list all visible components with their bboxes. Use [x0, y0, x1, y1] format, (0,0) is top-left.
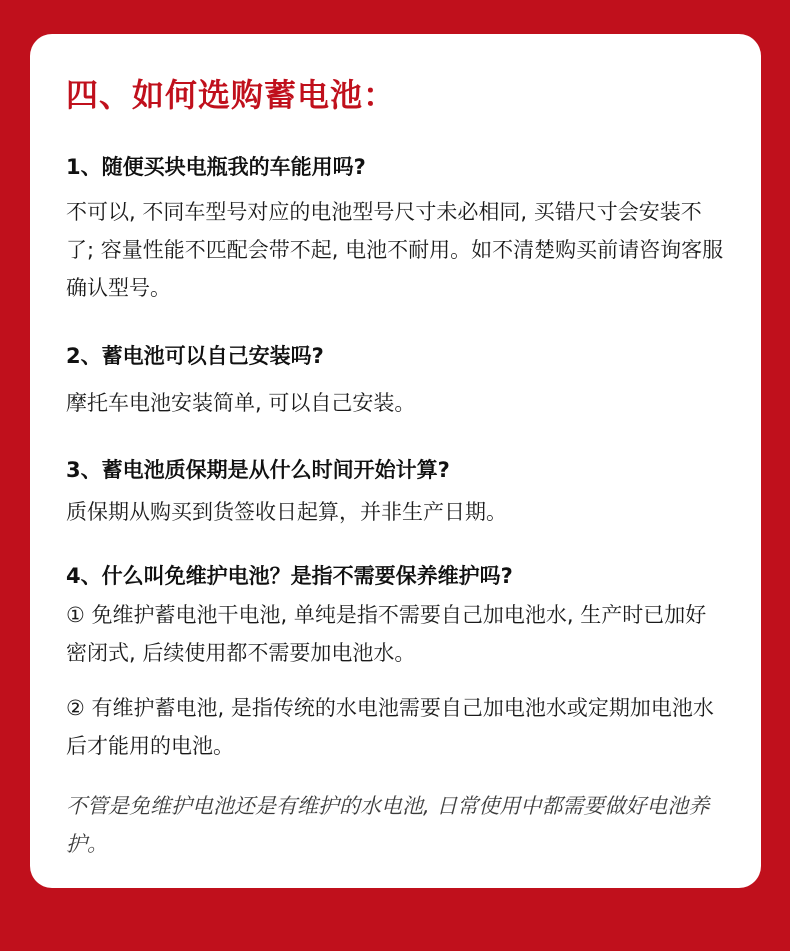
content-card: [30, 34, 761, 888]
question-4: 4、什么叫免维护电池？是指不需要保养维护吗?: [66, 564, 513, 588]
answer-3: 质保期从购买到货签收日起算，并非生产日期。: [66, 500, 507, 524]
question-2: 2、蓄电池可以自己安装吗?: [66, 344, 324, 368]
section-title: 四、如何选购蓄电池：: [66, 76, 397, 114]
answer-4-part-2: ② 有维护蓄电池, 是指传统的水电池需要自己加电池水或定期加电池水后才能用的电池。: [66, 696, 714, 758]
answer-2: 摩托车电池安装简单, 可以自己安装。: [66, 391, 416, 415]
answer-1: 不可以, 不同车型号对应的电池型号尺寸未必相同, 买错尺寸会安装不了; 容量性能不匹配会带不起, 电池不耐用。如不清楚购买前请咨询客服确认型号。: [66, 200, 724, 300]
closing-note: 不管是免维护电池还是有维护的水电池, 日常使用中都需要做好电池养护。: [66, 794, 710, 856]
question-1: 1、随便买块电瓶我的车能用吗?: [66, 155, 366, 179]
answer-4-part-1: ① 免维护蓄电池干电池, 单纯是指不需要自己加电池水, 生产时已加好密闭式, 后续使用都不需要加电池水。: [66, 603, 707, 665]
question-3: 3、蓄电池质保期是从什么时间开始计算?: [66, 458, 450, 482]
